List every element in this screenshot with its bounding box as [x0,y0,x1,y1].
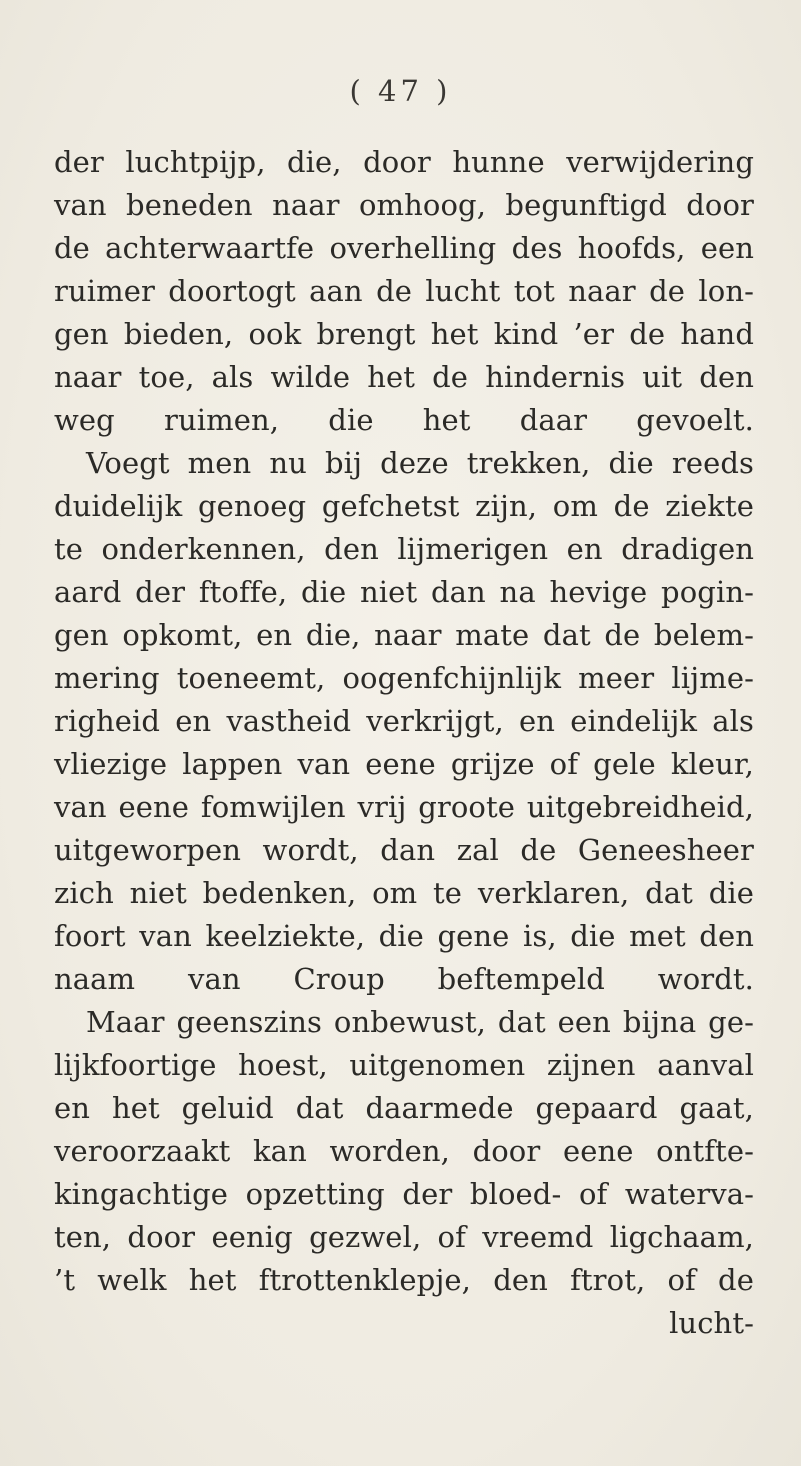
text-line: lucht- [669,1306,754,1340]
text-line: en het geluid dat daarmede gepaard gaat, [54,1091,754,1125]
text-line: der luchtpijp, die, door hunne verwijdering [54,145,754,179]
text-line: aard der ftoffe, die niet dan na hevige pogin- [54,575,754,609]
text-line: gen bieden, ook brengt het kind ’er de hand [54,317,754,351]
text-line: te onderkennen, den lijmerigen en dradigen [54,532,754,566]
text-line: zich niet bedenken, om te verklaren, dat die [54,876,754,910]
text-line: kingachtige opzetting der bloed- of waterva- [54,1177,754,1211]
text-line: veroorzaakt kan worden, door eene ontfte- [54,1134,754,1168]
text-line: van beneden naar omhoog, begunftigd door [54,188,754,222]
text-line: Voegt men nu bij deze trekken, die reeds [86,446,754,480]
text-line: ’t welk het ftrottenklepje, den ftrot, of de [54,1263,754,1297]
text-line: naam van Croup beftempeld wordt. [54,962,754,996]
text-line: ten, door eenig gezwel, of vreemd ligchaam, [54,1220,754,1254]
text-line: weg ruimen, die het daar gevoelt. [54,403,754,437]
text-line: naar toe, als wilde het de hindernis uit den [54,360,754,394]
text-line: vliezige lappen van eene grijze of gele kleur, [54,747,754,781]
text-line: mering toeneemt, oogenfchijnlijk meer lijme- [54,661,754,695]
text-line: uitgeworpen wordt, dan zal de Geneesheer [54,833,754,867]
text-line: foort van keelziekte, die gene is, die met den [54,919,754,953]
text-line: Maar geenszins onbewust, dat een bijna ge- [86,1005,754,1039]
text-line: de achterwaartfe overhelling des hoofds, een [54,231,754,265]
text-line: duidelijk genoeg gefchetst zijn, om de ziekte [54,489,754,523]
text-line: righeid en vastheid verkrijgt, en eindelijk als [54,704,754,738]
text-line: ruimer doortogt aan de lucht tot naar de lon- [54,274,754,308]
page-number: ( 47 ) [349,74,452,108]
text-line: van eene fomwijlen vrij groote uitgebreidheid, [54,790,754,824]
text-line: gen opkomt, en die, naar mate dat de belem- [54,618,754,652]
text-line: lijkfoortige hoest, uitgenomen zijnen aanval [54,1048,754,1082]
body-text [54,141,754,1345]
